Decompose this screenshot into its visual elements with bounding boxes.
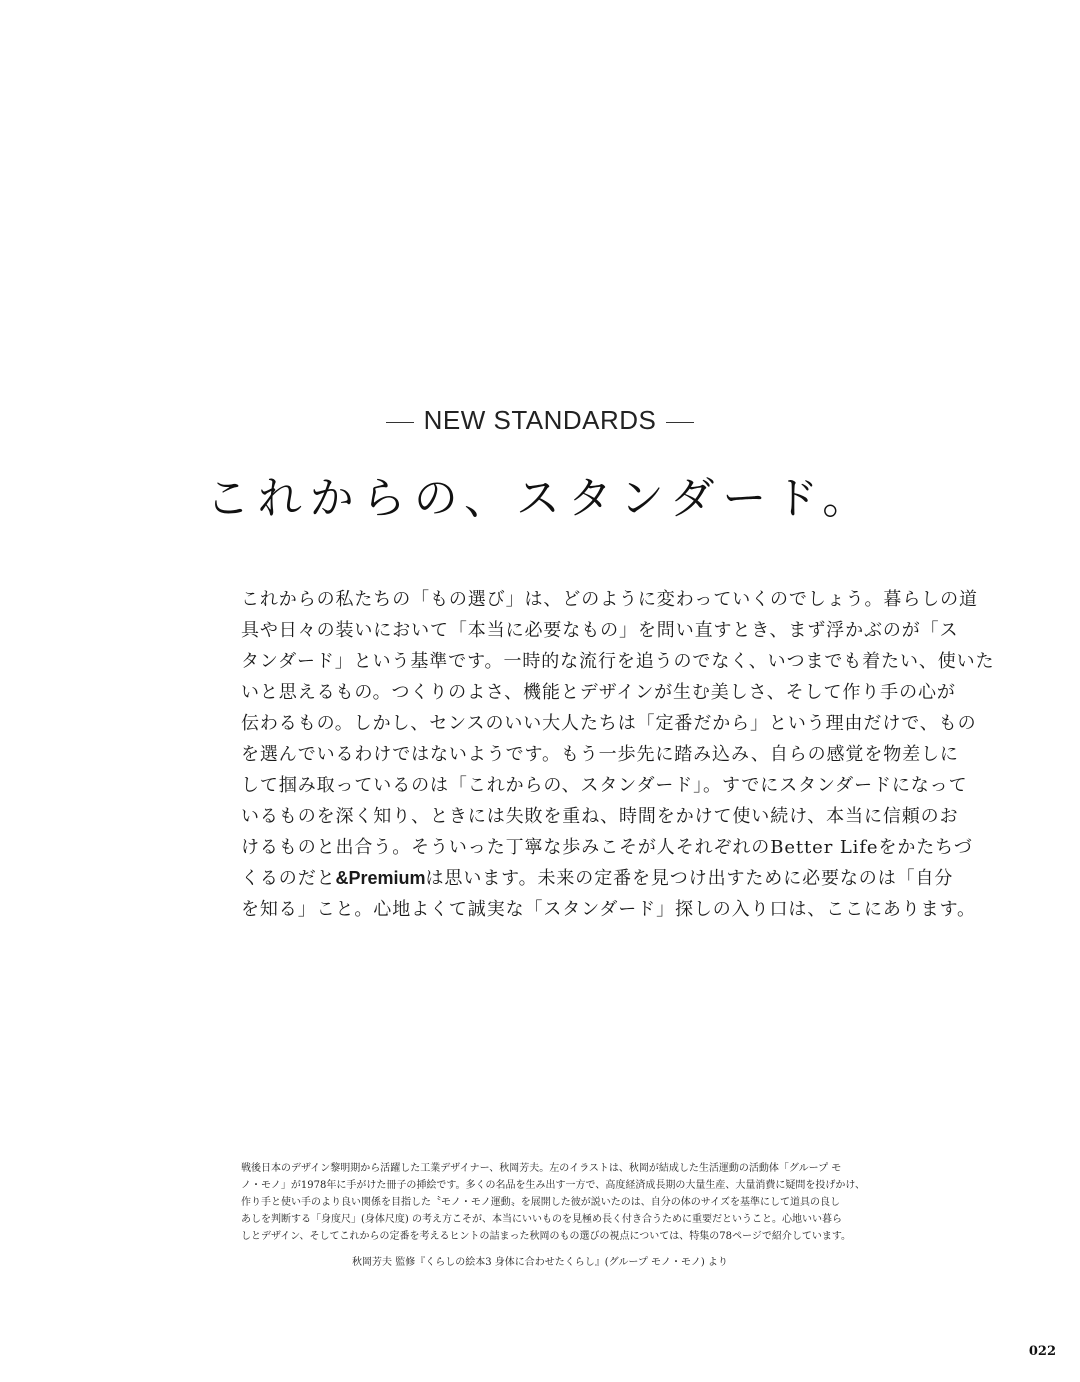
caption-line: あしを判断する「身度尺」(身体尺度) の考え方こそが、本当にいいものを見極め長く付き合うために重要だということ。心地いい暮ら <box>241 1214 842 1225</box>
body-line-fragment: は思います。未来の定番を見つけ出すために必要なのは「自分 <box>425 868 954 889</box>
caption <box>241 1160 881 1245</box>
kicker-dash-left <box>386 422 414 423</box>
body-paragraph <box>241 584 995 925</box>
body-line: けるものと出合う。そういった丁寧な歩みこそが人それぞれのBetter Lifeをかたちづ <box>241 837 973 858</box>
body-line: 伝わるもの。しかし、センスのいい大人たちは「定番だから」という理由だけで、もの <box>241 713 977 734</box>
section-kicker <box>0 405 1080 436</box>
kicker-label: NEW STANDARDS <box>423 405 657 435</box>
body-line: いるものを深く知り、ときには失敗を重ね、時間をかけて使い続け、本当に信頼のお <box>241 806 959 827</box>
page-title: これからの、スタンダード。 <box>205 473 875 524</box>
body-line: して掴み取っているのは「これからの、スタンダード」。すでにスタンダードになって <box>241 775 968 796</box>
body-line: これからの私たちの「もの選び」は、どのように変わっていくのでしょう。暮らしの道 <box>241 589 978 610</box>
caption-line: 作り手と使い手のより良い関係を目指した〝モノ・モノ運動〟を展開した彼が説いたのは、自分の体のサイズを基準にして道具の良し <box>241 1197 840 1208</box>
caption-line: ノ・モノ」が1978年に手がけた冊子の挿絵です。多くの名品を生み出す一方で、高度経済成長期の大量生産、大量消費に疑問を投げかけ、 <box>241 1180 865 1191</box>
body-line: を選んでいるわけではないようです。もう一歩先に踏み込み、自らの感覚を物差しに <box>241 744 959 765</box>
body-line: を知る」こと。心地よくて誠実な「スタンダード」探しの入り口は、ここにあります。 <box>241 899 976 920</box>
caption-line: しとデザイン、そしてこれからの定番を考えるヒントの詰まった秋岡のもの選びの視点については、特集の78ページで紹介しています。 <box>241 1231 852 1242</box>
body-line <box>241 863 954 894</box>
caption-line: 戦後日本のデザイン黎明期から活躍した工業デザイナー、秋岡芳夫。左のイラストは、秋岡が結成した生活運動の活動体「グループ モ <box>241 1163 842 1174</box>
body-line: いと思えるもの。つくりのよさ、機能とデザインが生む美しさ、そして作り手の心が <box>241 682 956 703</box>
kicker-dash-right <box>666 422 694 423</box>
brand-name: &Premium <box>335 868 426 888</box>
illustration-credit: 秋岡芳夫 監修『くらしの絵本3 身体に合わせたくらし』(グループ モノ・モノ) より <box>352 1257 728 1268</box>
body-line: 具や日々の装いにおいて「本当に必要なもの」を問い直すとき、まず浮かぶのが「ス <box>241 620 959 641</box>
page-number: 022 <box>1028 1344 1056 1359</box>
body-line: タンダード」という基準です。一時的な流行を追うのでなく、いつまでも着たい、使いた <box>241 651 995 672</box>
body-line-fragment: くるのだと <box>241 868 336 889</box>
